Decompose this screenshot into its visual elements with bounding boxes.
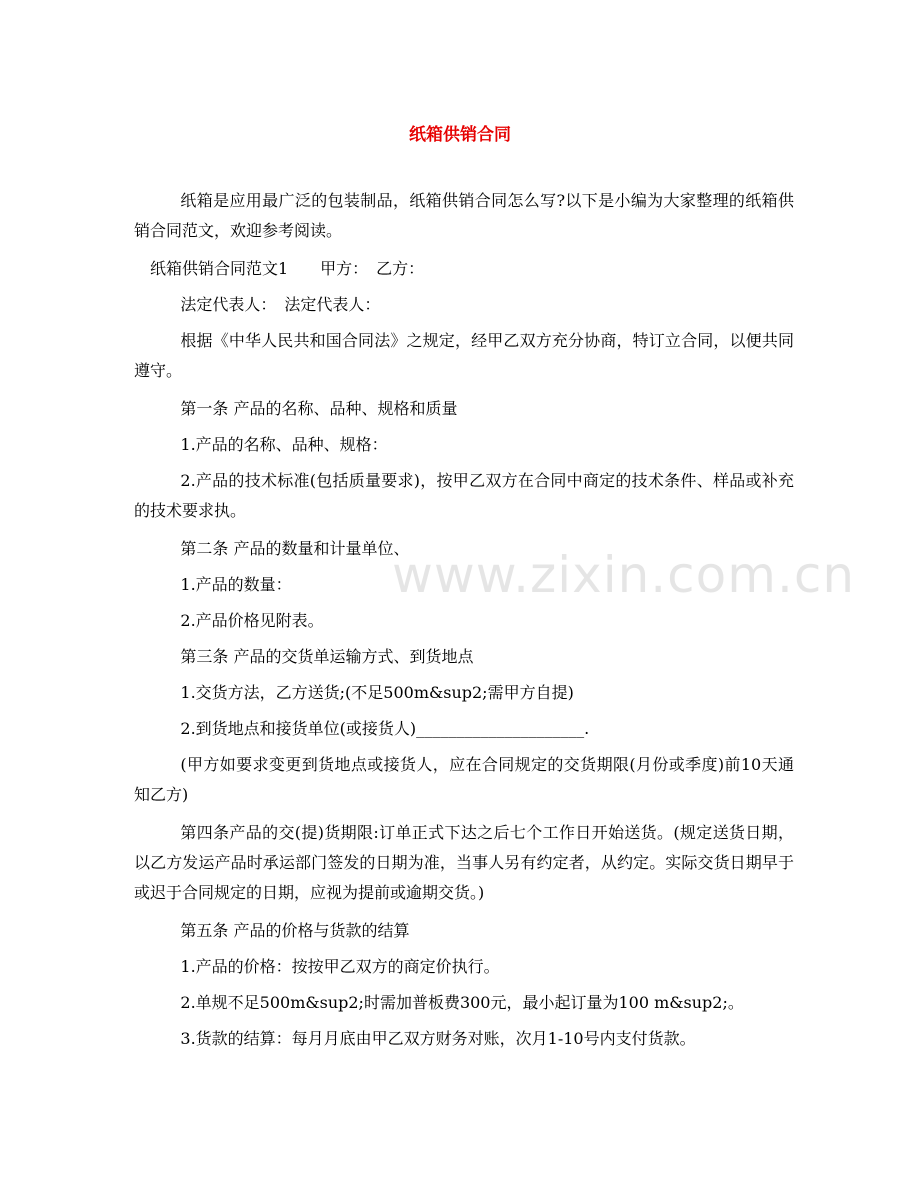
article-5-item-3: 3.货款的结算：每月月底由甲乙双方财务对账，次月1-10号内支付货款。 xyxy=(180,1029,696,1048)
intro-paragraph: 纸箱是应用最广泛的包装制品，纸箱供销合同怎么写?以下是小编为大家整理的纸箱供销合同范文，欢迎参考阅读。 xyxy=(134,191,794,240)
article-1-heading: 第一条 产品的名称、品种、规格和质量 xyxy=(180,399,458,418)
article-3-item-1: 1.交货方法，乙方送货;(不足500m&sup2;需甲方自提) xyxy=(180,683,574,702)
contract-basis-paragraph: 根据《中华人民共和国合同法》之规定，经甲乙双方充分协商，特订立合同，以便共同遵守。 xyxy=(134,331,794,380)
article-5-heading: 第五条 产品的价格与货款的结算 xyxy=(180,921,410,940)
article-3-heading: 第三条 产品的交货单运输方式、到货地点 xyxy=(180,647,474,666)
article-1-item-1: 1.产品的名称、品种、规格： xyxy=(180,435,388,454)
contract-parties-line: 纸箱供销合同范文1 甲方： 乙方： xyxy=(150,259,425,278)
article-5-item-2: 2.单规不足500m&sup2;时需加普板费300元，最小起订量为100 m&sup2;。 xyxy=(180,993,744,1012)
document-body xyxy=(134,186,794,1060)
document-title: 纸箱供销合同 xyxy=(409,125,511,145)
article-1-item-2: 2.产品的技术标准(包括质量要求)，按甲乙双方在合同中商定的技术条件、样品或补充的技术要求执。 xyxy=(134,471,794,520)
article-5-item-1: 1.产品的价格：按按甲乙双方的商定价执行。 xyxy=(180,957,500,976)
article-3-note: (甲方如要求变更到货地点或接货人，应在合同规定的交货期限(月份或季度)前10天通知乙方) xyxy=(134,755,794,804)
article-2-item-1: 1.产品的数量： xyxy=(180,575,292,594)
article-4-paragraph: 第四条产品的交(提)货期限:订单正式下达之后七个工作日开始送货。(规定送货日期，以乙方发运产品时承运部门签发的日期为准，当事人另有约定者，从约定。实际交货日期早于或迟于合同规定的日期，应视为提前或逾期交货。) xyxy=(134,823,794,902)
article-3-item-2: 2.到货地点和接货单位(或接货人)_____________________. xyxy=(180,719,590,738)
legal-representative-line: 法定代表人： 法定代表人： xyxy=(180,295,381,314)
site-watermark: www.zixin.com.cn xyxy=(392,546,856,604)
article-2-heading: 第二条 产品的数量和计量单位、 xyxy=(180,539,410,558)
article-2-item-2: 2.产品价格见附表。 xyxy=(180,611,324,630)
